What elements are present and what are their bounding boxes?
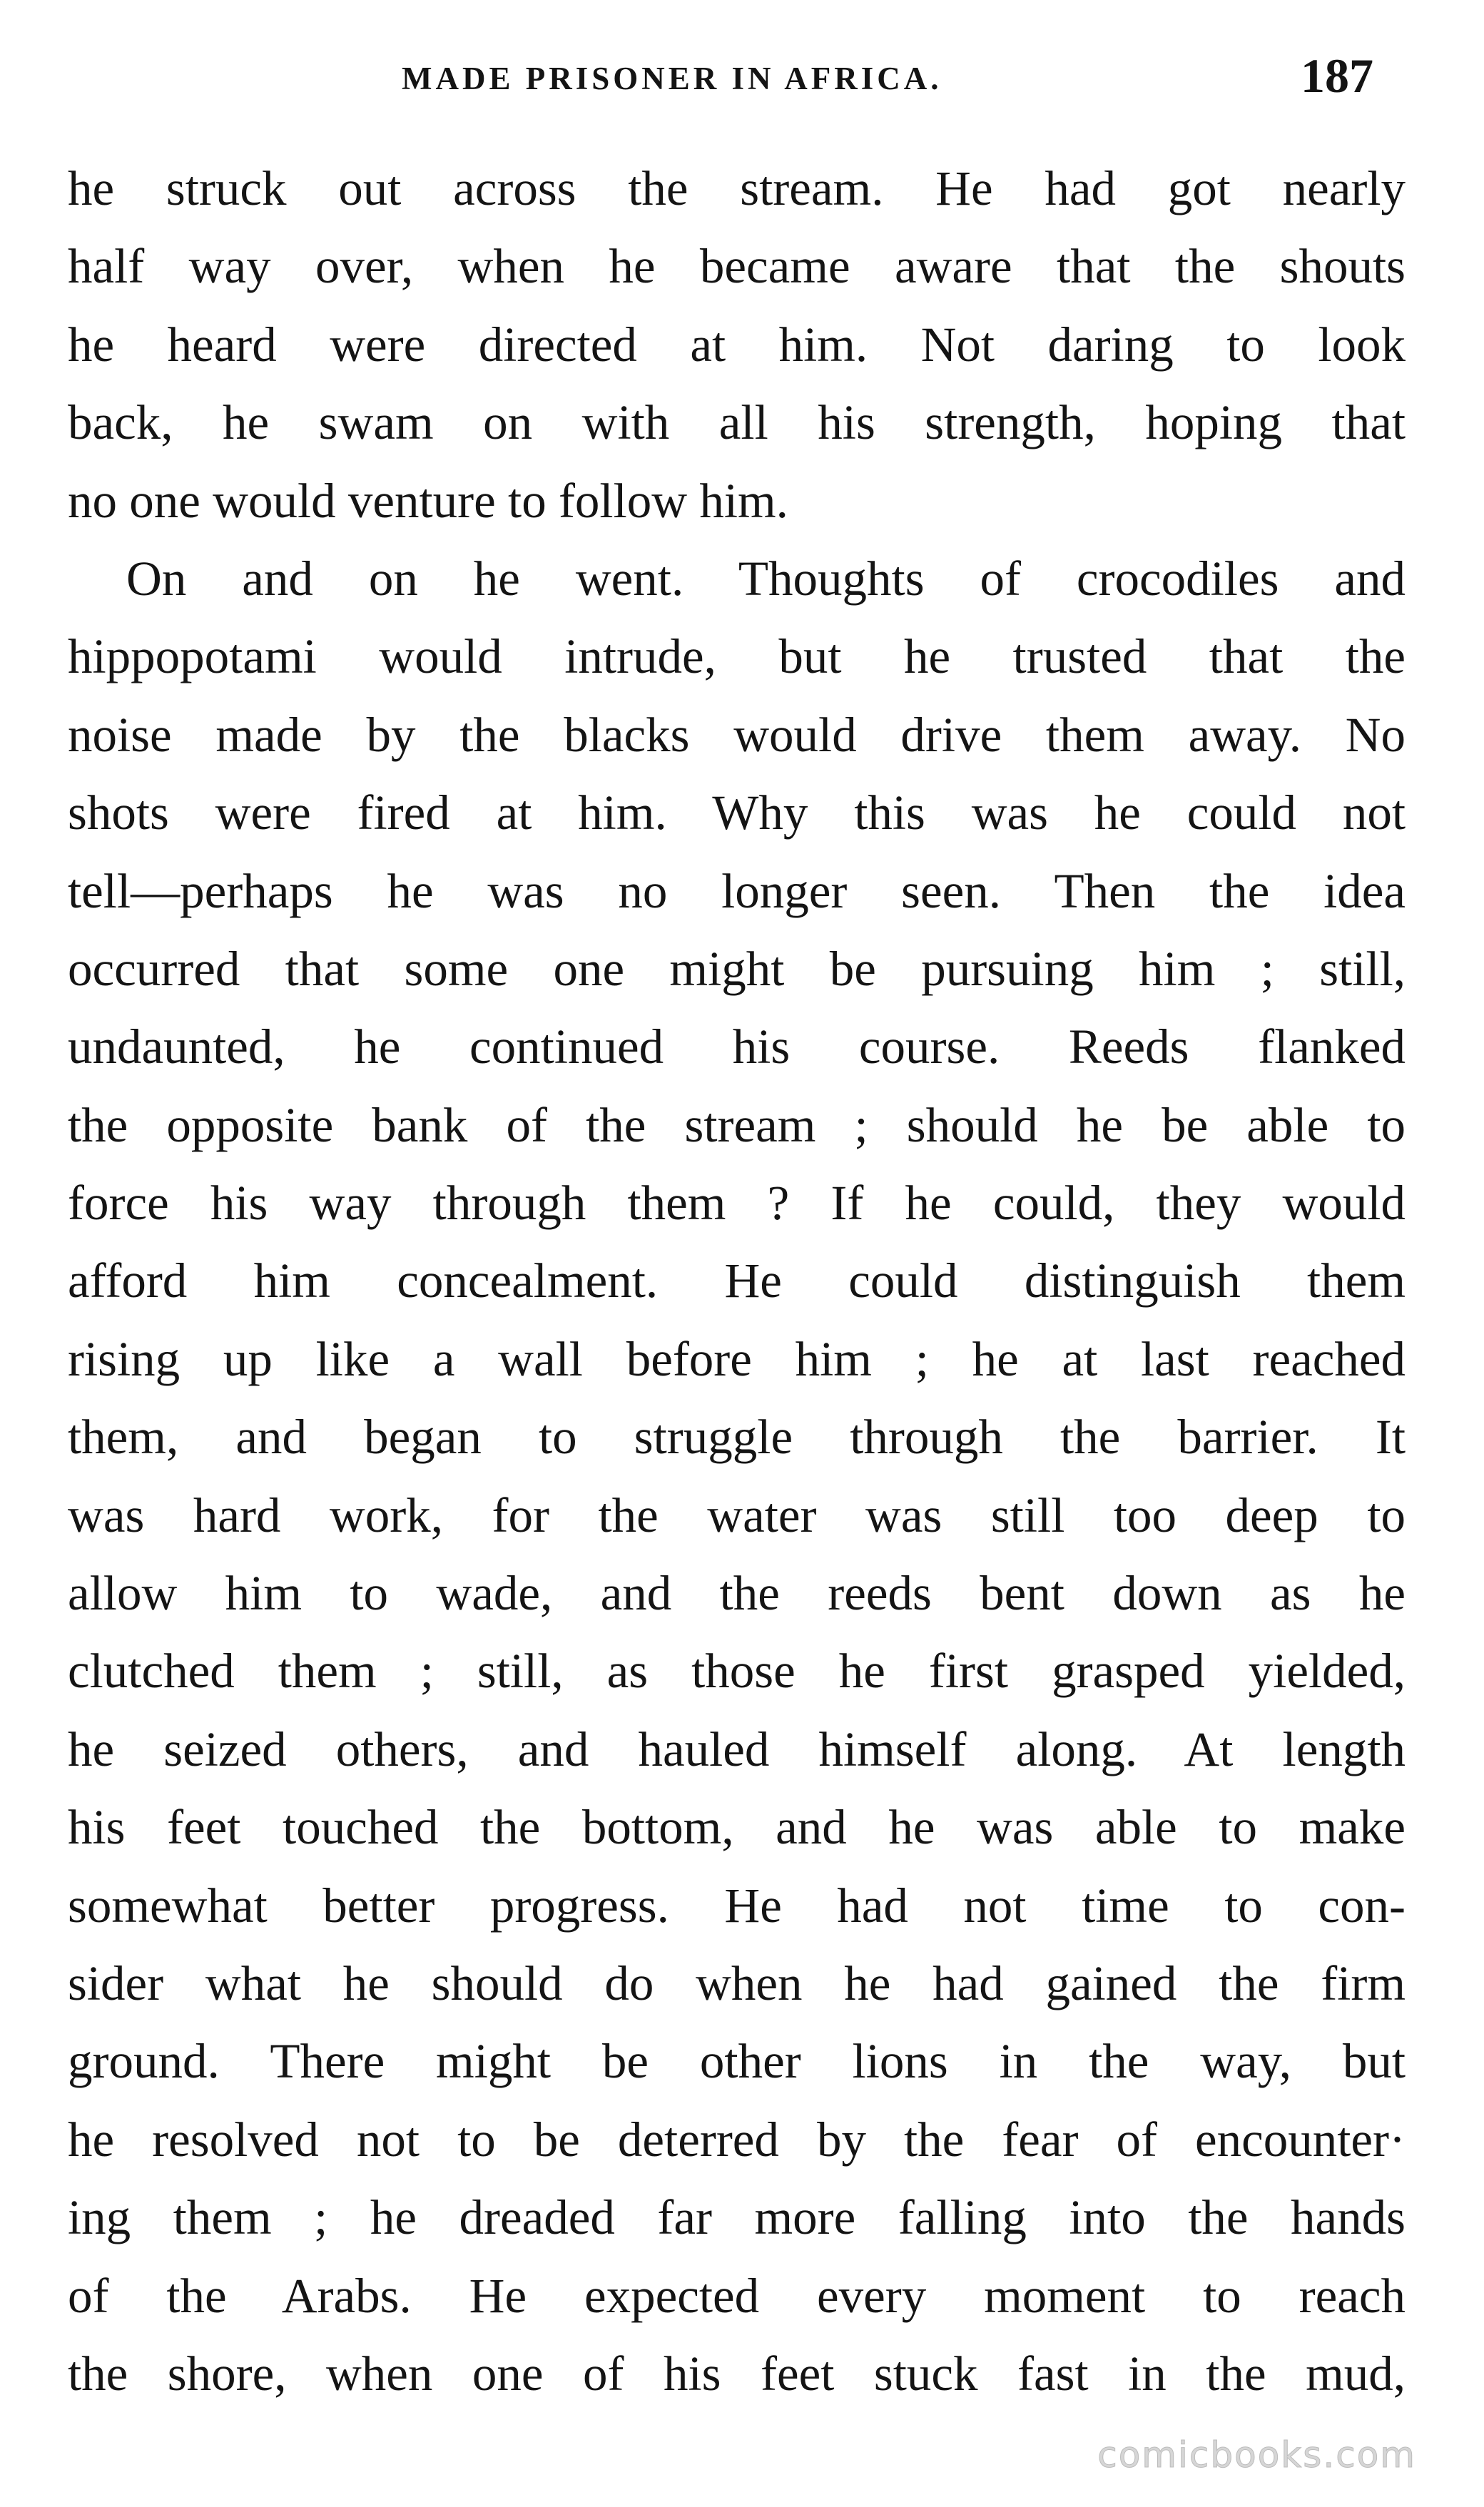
text-line: clutched them ; still, as those he first grasped yielded, <box>68 1644 1406 1699</box>
text-line: undaunted, he continued his course. Reeds flanked <box>68 1019 1406 1074</box>
text-line: half way over, when he became aware that the shouts <box>68 239 1406 294</box>
text-line: his feet touched the bottom, and he was able to make <box>68 1800 1406 1855</box>
body-text <box>68 158 1406 2421</box>
paragraph-first-line: On and on he went. Thoughts of crocodiles and <box>126 551 1406 606</box>
text-line: sider what he should do when he had gained the firm <box>68 1956 1406 2010</box>
text-line: force his way through them ? If he could, they would <box>68 1176 1406 1231</box>
page-number: 187 <box>1301 49 1373 103</box>
text-line: he struck out across the stream. He had got nearly <box>68 161 1406 215</box>
text-line: shots were fired at him. Why this was he could not <box>68 785 1406 840</box>
text-line: back, he swam on with all his strength, hoping that <box>68 395 1406 450</box>
text-line: rising up like a wall before him ; he at last reached <box>68 1331 1406 1386</box>
text-line: afford him concealment. He could distinguish them <box>68 1254 1406 1308</box>
text-line: noise made by the blacks would drive them away. No <box>68 707 1406 762</box>
text-line: no one would venture to follow him. <box>68 473 788 528</box>
text-line: hippopotami would intrude, but he trusted that the <box>68 629 1406 684</box>
text-line: allow him to wade, and the reeds bent down as he <box>68 1566 1406 1621</box>
text-line: ground. There might be other lions in the way, but <box>68 2034 1406 2089</box>
text-line: occurred that some one might be pursuing him ; still, <box>68 941 1406 996</box>
text-line: them, and began to struggle through the barrier. It <box>68 1410 1406 1465</box>
text-line: somewhat better progress. He had not time to con- <box>68 1878 1406 1933</box>
text-line: the opposite bank of the stream ; should he be able to <box>68 1097 1406 1152</box>
text-line: the shore, when one of his feet stuck fast in the mud, <box>68 2346 1406 2401</box>
text-line: was hard work, for the water was still too deep to <box>68 1488 1406 1542</box>
watermark: comicbooks.com <box>1097 2434 1416 2476</box>
text-line: tell—perhaps he was no longer seen. Then the idea <box>68 863 1406 918</box>
text-line: he resolved not to be deterred by the fear of encounter· <box>68 2112 1406 2167</box>
text-line: he heard were directed at him. Not daring to look <box>68 317 1406 372</box>
text-line: of the Arabs. He expected every moment to reach <box>68 2268 1406 2323</box>
running-title: MADE PRISONER IN AFRICA. <box>402 61 942 96</box>
text-line: he seized others, and hauled himself along. At length <box>68 1722 1406 1776</box>
text-line: ing them ; he dreaded far more falling into the hands <box>68 2190 1406 2245</box>
